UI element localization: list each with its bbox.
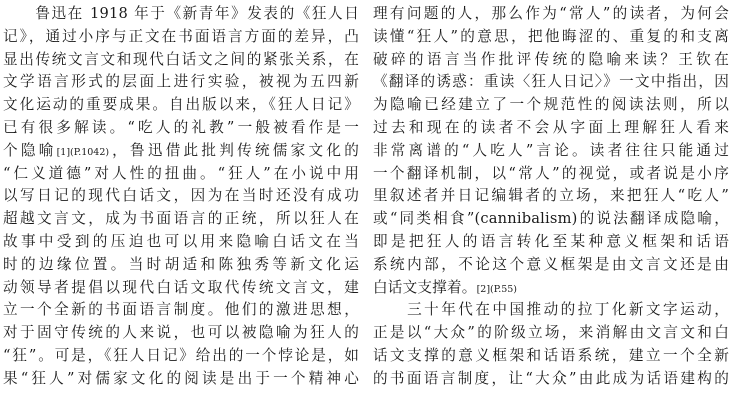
line-text: 一个翻译机制，以“常人”的视觉，或者说是小序 bbox=[373, 164, 729, 182]
line-text: “仁义道德”对人性的扭曲。“狂人”在小说中用 bbox=[3, 164, 359, 182]
line-text: 超越文言文，成为书面语言的正统，所以狂人在 bbox=[3, 210, 359, 228]
line-text: 三十年代在中国推动的拉丁化新文字运动， bbox=[373, 301, 729, 319]
text-line bbox=[3, 231, 359, 254]
text-line bbox=[373, 140, 729, 163]
line-text: 果“狂人”对儒家文化的阅读是出于一个精神心 bbox=[3, 369, 359, 387]
line-text: 对于固守传统的人来说，也可以被隐喻为狂人的 bbox=[3, 324, 359, 342]
right-text-column bbox=[373, 3, 729, 391]
line-text: 话文支撑的意义框架和话语系统，建立一个全新 bbox=[373, 346, 729, 364]
text-line bbox=[373, 71, 729, 94]
text-line bbox=[3, 322, 359, 345]
text-line bbox=[373, 163, 729, 186]
text-line bbox=[373, 49, 729, 72]
text-line bbox=[373, 299, 729, 322]
text-line bbox=[373, 3, 729, 26]
text-line bbox=[3, 208, 359, 231]
text-line bbox=[373, 322, 729, 345]
line-text: 的书面语言制度，让“大众”由此成为话语建构的 bbox=[373, 369, 729, 387]
text-line bbox=[3, 71, 359, 94]
text-line bbox=[3, 140, 359, 163]
citation-ref: [1](P.1042) bbox=[56, 146, 110, 158]
text-line bbox=[373, 277, 729, 300]
text-line bbox=[3, 299, 359, 322]
text-line bbox=[373, 117, 729, 140]
text-line bbox=[373, 231, 729, 254]
text-line bbox=[3, 3, 359, 26]
text-line bbox=[3, 277, 359, 300]
line-text: “狂”。可是，《狂人日记》给出的一个悖论是，如 bbox=[3, 346, 359, 364]
text-line bbox=[3, 163, 359, 186]
text-line bbox=[373, 185, 729, 208]
line-text: 《翻译的诱惑：重读〈狂人日记〉》一文中指出，因 bbox=[373, 73, 729, 91]
line-text: 正是以“大众”的阶级立场，来消解由文言文和白 bbox=[373, 324, 729, 342]
line-text: 非常离谱的“人吃人”言论。读者往往只能通过 bbox=[373, 141, 729, 159]
text-line bbox=[373, 368, 729, 391]
text-line bbox=[373, 94, 729, 117]
line-text: 以写日记的现代白话文，因为在当时还没有成功 bbox=[3, 187, 359, 205]
text-line bbox=[373, 254, 729, 277]
text-line bbox=[3, 185, 359, 208]
line-text: 系统内部，不论这个意义框架是由文言文还是由 bbox=[373, 255, 729, 273]
line-text: 为隐喻已经建立了一个规范性的阅读法则，所以 bbox=[373, 96, 729, 114]
line-text: 里叙述者并日记编辑者的立场，来把狂人“吃人” bbox=[373, 187, 729, 205]
line-text: 理有问题的人，那么作为“常人”的读者，为何会 bbox=[373, 5, 729, 22]
text-line bbox=[373, 26, 729, 49]
line-text: 鲁迅在 1918 年于《新青年》发表的《狂人日 bbox=[3, 5, 359, 22]
line-text: 过去和现在的读者不会从字面上理解狂人看来 bbox=[373, 118, 729, 136]
line-text: 动领导者提倡以现代白话文取代传统文言文，建 bbox=[3, 278, 359, 296]
citation-ref: [2](P.55) bbox=[476, 283, 518, 295]
text-line bbox=[3, 345, 359, 368]
text-line bbox=[3, 117, 359, 140]
line-text-after-citation: ，鲁迅借此批判传统儒家文化的 bbox=[109, 141, 359, 159]
text-line bbox=[3, 26, 359, 49]
line-text: 即是把狂人的语言转化至某种意义框架和话语 bbox=[373, 232, 729, 250]
text-line bbox=[3, 49, 359, 72]
line-text: 显出传统文言文和现代白话文之间的紧张关系，在 bbox=[3, 50, 359, 68]
line-text: 时的边缘位置。当时胡适和陈独秀等新文化运 bbox=[3, 255, 359, 273]
line-text: 白话文支撑着。 bbox=[373, 278, 477, 296]
line-text: 文学语言形式的层面上进行实验，被视为五四新 bbox=[3, 73, 359, 91]
line-text: 故事中受到的压迫也可以用来隐喻白话文在当 bbox=[3, 232, 359, 250]
line-text: 读懂“狂人”的意思，把他晦涩的、重复的和支离 bbox=[373, 27, 729, 45]
text-line bbox=[373, 208, 729, 231]
text-line bbox=[3, 368, 359, 391]
text-line bbox=[3, 254, 359, 277]
text-line bbox=[3, 94, 359, 117]
line-text: 立一个全新的书面语言制度。他们的激进思想， bbox=[3, 301, 359, 319]
line-text: 个隐喻 bbox=[3, 141, 57, 159]
line-text: 破碎的语言当作批评传统的隐喻来读？王钦在 bbox=[373, 50, 729, 68]
line-text: 已有很多解读。“吃人的礼教”一般被看作是一 bbox=[3, 118, 359, 136]
left-text-column bbox=[3, 3, 359, 391]
text-line bbox=[373, 345, 729, 368]
line-text: 或“同类相食”(cannibalism)的说法翻译成隐喻， bbox=[373, 210, 729, 228]
line-text: 记》，通过小序与正文在书面语言方面的差异，凸 bbox=[3, 27, 359, 45]
line-text: 文化运动的重要成果。自出版以来，《狂人日记》 bbox=[3, 96, 359, 114]
